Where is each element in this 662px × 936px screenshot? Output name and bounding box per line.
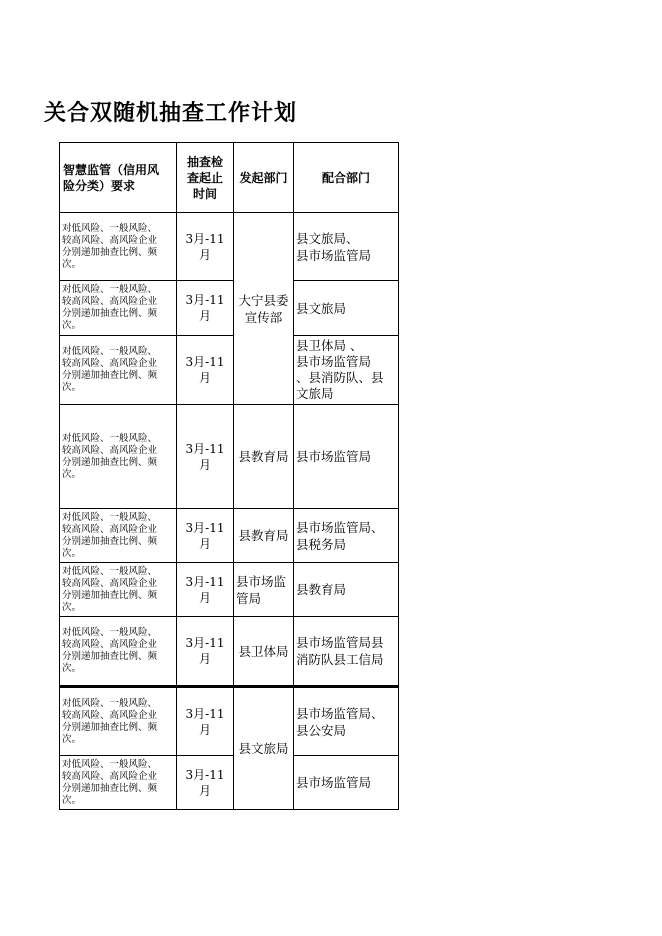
dept-cell: 县市场监 管局 <box>233 562 294 617</box>
row-requirement: 对低风险、一般风险、 较高风险、高风险企业 分别递加抽查比例、频 次。 <box>59 212 177 281</box>
row-time: 3月-11 月 <box>176 280 234 336</box>
row-cooperate: 县市场监管局、 县税务局 <box>293 508 399 563</box>
row-cooperate: 县市场监管局、 县公安局 <box>293 686 399 756</box>
row-time: 3月-11 月 <box>176 508 234 563</box>
row-requirement: 对低风险、一般风险、 较高风险、高风险企业 分别递加抽查比例、频 次。 <box>59 508 177 563</box>
header-cooperate: 配合部门 <box>293 142 399 213</box>
header-dept: 发起部门 <box>233 142 294 213</box>
row-requirement: 对低风险、一般风险、 较高风险、高风险企业 分别递加抽查比例、频 次。 <box>59 616 177 686</box>
row-time: 3月-11 月 <box>176 686 234 756</box>
row-requirement: 对低风险、一般风险、 较高风险、高风险企业 分别递加抽查比例、频 次。 <box>59 404 177 509</box>
row-cooperate: 县市场监管局 <box>293 755 399 810</box>
row-cooperate: 县市场监管局 <box>293 404 399 509</box>
dept-cell: 县教育局 <box>233 404 294 509</box>
header-time: 抽查检 查起止 时间 <box>176 142 234 213</box>
row-requirement: 对低风险、一般风险、 较高风险、高风险企业 分别递加抽查比例、频 次。 <box>59 755 177 810</box>
dept-cell: 县文旅局 <box>233 686 294 810</box>
row-time: 3月-11 月 <box>176 335 234 405</box>
dept-cell: 县教育局 <box>233 508 294 563</box>
header-requirement: 智慧监管（信用风 险分类）要求 <box>59 142 177 213</box>
row-time: 3月-11 月 <box>176 212 234 281</box>
row-cooperate: 县文旅局、 县市场监管局 <box>293 212 399 281</box>
row-time: 3月-11 月 <box>176 562 234 617</box>
row-requirement: 对低风险、一般风险、 较高风险、高风险企业 分别递加抽查比例、频 次。 <box>59 562 177 617</box>
row-time: 3月-11 月 <box>176 616 234 686</box>
dept-cell: 县卫体局 <box>233 616 294 686</box>
row-cooperate: 县卫体局 、 县市场监管局 、县消防队、县 文旅局 <box>293 335 399 405</box>
row-requirement: 对低风险、一般风险、 较高风险、高风险企业 分别递加抽查比例、频 次。 <box>59 335 177 405</box>
row-time: 3月-11 月 <box>176 755 234 810</box>
row-time: 3月-11 月 <box>176 404 234 509</box>
row-cooperate: 县文旅局 <box>293 280 399 336</box>
row-requirement: 对低风险、一般风险、 较高风险、高风险企业 分别递加抽查比例、频 次。 <box>59 280 177 336</box>
row-cooperate: 县市场监管局县 消防队县工信局 <box>293 616 399 686</box>
row-cooperate: 县教育局 <box>293 562 399 617</box>
dept-cell: 大宁县委 宣传部 <box>233 212 294 405</box>
page-title: 关合双随机抽查工作计划 <box>44 101 298 126</box>
row-requirement: 对低风险、一般风险、 较高风险、高风险企业 分别递加抽查比例、频 次。 <box>59 686 177 756</box>
